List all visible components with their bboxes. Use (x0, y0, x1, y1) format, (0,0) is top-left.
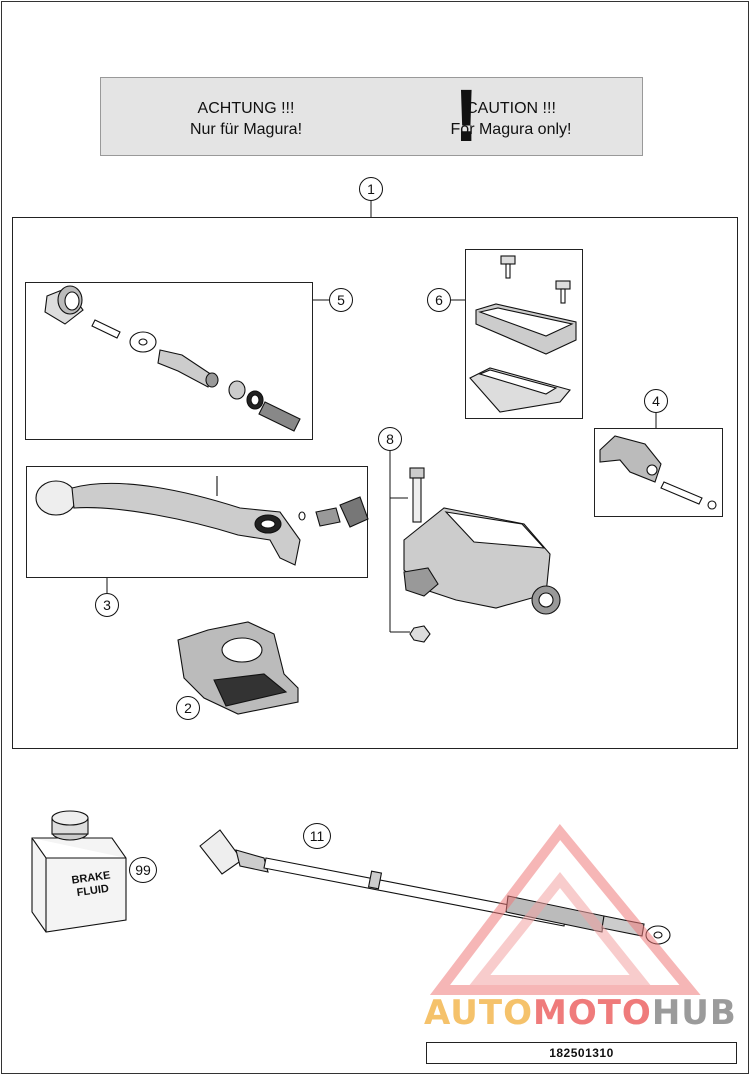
caution-german-title: ACHTUNG !!! (197, 100, 295, 117)
callout-4: 4 (644, 389, 668, 413)
watermark-moto: MOTO (532, 993, 652, 1033)
exclamation-icon: ! (454, 74, 479, 157)
watermark-auto: AUTO (424, 993, 533, 1033)
piston-kit-parts (45, 286, 300, 431)
brake-fluid-label-line1: BRAKE (70, 869, 112, 887)
callout-11: 11 (303, 823, 331, 849)
callout-3: 3 (95, 593, 119, 617)
callout-99: 99 (129, 857, 157, 883)
watermark-hub: HUB (651, 993, 737, 1033)
caution-english-title: CAUTION !!! (466, 100, 556, 117)
callout-8: 8 (378, 427, 402, 451)
master-cylinder-part (404, 468, 560, 642)
callout-6: 6 (427, 288, 451, 312)
brake-fluid-label-line2: FLUID (75, 882, 110, 900)
brake-lever-parts (36, 476, 368, 565)
watermark-text (424, 994, 737, 1032)
reservoir-cover-parts (470, 256, 576, 412)
callout-5: 5 (329, 288, 353, 312)
caution-english-text: For Magura only! (450, 121, 572, 138)
callout-1: 1 (359, 177, 383, 201)
adjuster-kit-parts (600, 436, 716, 509)
callout-2: 2 (176, 696, 200, 720)
part-number: 182501310 (426, 1042, 737, 1064)
caution-german-text: Nur für Magura! (189, 121, 303, 138)
